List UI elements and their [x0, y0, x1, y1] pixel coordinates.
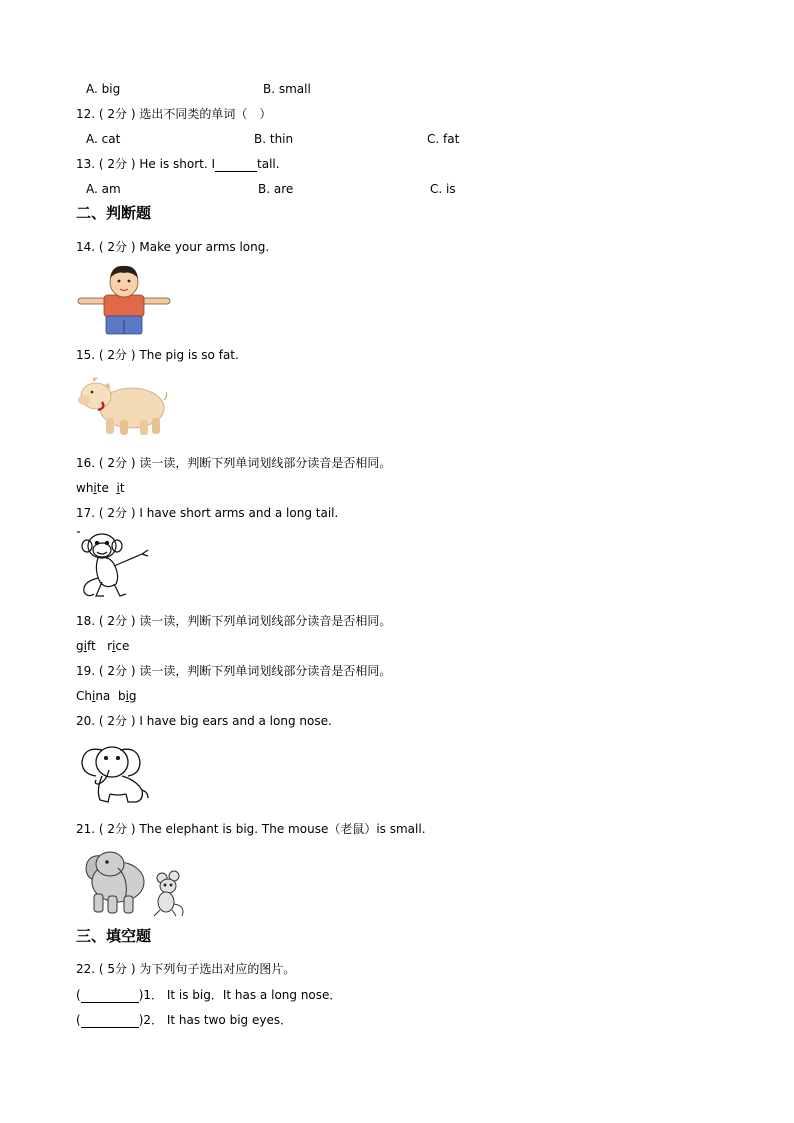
q12-option-b: B. thin — [254, 132, 294, 146]
question-number: 18. — [76, 614, 96, 628]
question-score: ( 2分 ) — [98, 157, 136, 171]
question-score: ( 2分 ) — [98, 822, 136, 836]
question-score: ( 2分 ) — [98, 240, 136, 254]
question-text: 读一读，判断下列单词划线部分读音是否相同。 — [139, 664, 392, 678]
item-text: 2． It has two big eyes． — [143, 1013, 293, 1027]
question-score: ( 5分 ) — [98, 962, 136, 976]
question-text: The pig is so fat. — [139, 348, 239, 362]
question-13 — [76, 157, 280, 172]
q13-option-c: C. is — [430, 182, 456, 196]
question-20 — [76, 714, 332, 728]
question-text: I have big ears and a long nose. — [139, 714, 332, 728]
q16-words — [76, 481, 125, 495]
word-white: white — [76, 481, 109, 495]
question-text: 读一读，判断下列单词划线部分读音是否相同。 — [139, 614, 392, 628]
q11-option-b: B. small — [263, 82, 311, 96]
monkey-illustration — [76, 530, 154, 600]
question-prompt: 选出不同类的单词（ ） — [139, 107, 272, 121]
question-score: ( 2分 ) — [98, 107, 136, 121]
fat-pig-illustration — [76, 372, 168, 438]
answer-blank[interactable] — [81, 988, 139, 1003]
question-21 — [76, 822, 426, 836]
question-19 — [76, 664, 391, 678]
question-text: Make your arms long. — [139, 240, 270, 254]
q12-option-a: A. cat — [86, 132, 121, 146]
item-text: 1． It is big．It has a long nose． — [143, 988, 342, 1002]
question-number: 17. — [76, 506, 96, 520]
word-it: it — [116, 481, 125, 495]
q22-item-1: ( )1． It is big．It has a long nose． — [76, 988, 342, 1002]
q11-option-a: A. big — [86, 82, 121, 96]
question-number: 15. — [76, 348, 96, 362]
question-score: ( 2分 ) — [98, 714, 136, 728]
q12-option-c: C. fat — [427, 132, 460, 146]
question-prompt: 为下列句子选出对应的图片。 — [139, 962, 296, 976]
question-text: 读一读，判断下列单词划线部分读音是否相同。 — [139, 456, 392, 470]
question-text: The elephant is big. The mouse（老鼠）is small. — [139, 822, 426, 836]
boy-arms-out-illustration — [76, 262, 172, 336]
question-text: I have short arms and a long tail. — [139, 506, 339, 520]
section-title-fill-in: 三、填空题 — [76, 927, 152, 945]
question-prompt: He is short. I — [139, 157, 216, 171]
q13-option-b: B. are — [258, 182, 294, 196]
elephant-line-illustration — [76, 740, 152, 808]
question-22 — [76, 962, 295, 976]
question-number: 21. — [76, 822, 96, 836]
question-16 — [76, 456, 391, 470]
word-big: big — [117, 689, 137, 703]
q22-item-2: ( )2． It has two big eyes． — [76, 1013, 293, 1027]
question-score: ( 2分 ) — [98, 348, 136, 362]
question-score: ( 2分 ) — [98, 614, 136, 628]
question-15 — [76, 348, 239, 362]
elephant-and-mouse-illustration — [80, 848, 188, 918]
q13-option-a: A. am — [86, 182, 121, 196]
q18-words — [76, 639, 129, 653]
question-number: 14. — [76, 240, 96, 254]
question-score: ( 2分 ) — [98, 506, 136, 520]
answer-blank[interactable] — [81, 1013, 139, 1028]
word-rice: rice — [107, 639, 130, 653]
word-gift: gift — [76, 639, 96, 653]
question-14 — [76, 240, 269, 254]
question-number: 13. — [76, 157, 96, 171]
question-number: 22. — [76, 962, 96, 976]
answer-blank — [215, 157, 257, 172]
question-number: 12. — [76, 107, 96, 121]
question-number: 20. — [76, 714, 96, 728]
question-12 — [76, 107, 271, 121]
section-title-judgement: 二、判断题 — [76, 204, 152, 222]
word-china: China — [76, 689, 111, 703]
question-score: ( 2分 ) — [98, 456, 136, 470]
question-score: ( 2分 ) — [98, 664, 136, 678]
question-18 — [76, 614, 391, 628]
question-17 — [76, 506, 338, 520]
q19-words — [76, 689, 137, 703]
question-number: 16. — [76, 456, 96, 470]
question-number: 19. — [76, 664, 96, 678]
question-prompt-end: tall. — [257, 157, 280, 171]
